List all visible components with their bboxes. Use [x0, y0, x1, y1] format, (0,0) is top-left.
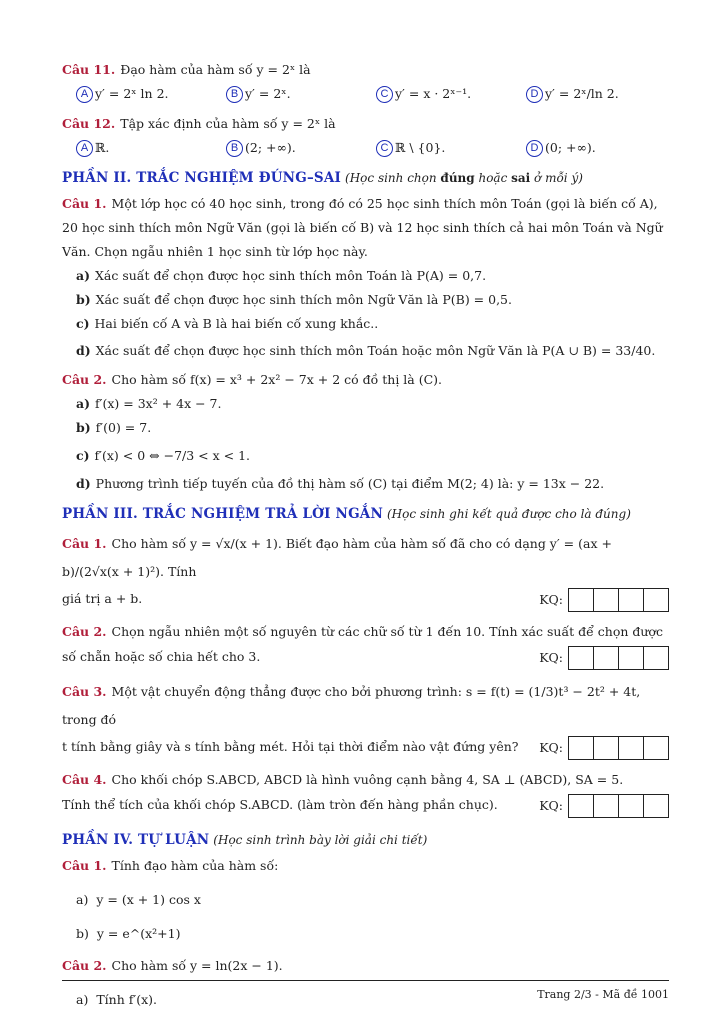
- option-text: y′ = x · 2ˣ⁻¹.: [395, 86, 472, 101]
- tf-item-d[interactable]: [76, 336, 669, 366]
- option-letter: C: [376, 140, 393, 157]
- question-label: Câu 2.: [62, 958, 107, 973]
- option-text: (2; +∞).: [245, 140, 296, 155]
- answer-line-2: [62, 644, 669, 670]
- options-11: [62, 82, 669, 106]
- question-label: Câu 2.: [62, 624, 107, 639]
- tf-item-c[interactable]: [76, 440, 669, 472]
- answer-box[interactable]: [568, 794, 594, 818]
- question-text: Một vật chuyển động thẳng được cho bởi phương trình: s = f(t) = (1/3)t³ − 2t² + 4t, trong đó: [62, 684, 641, 727]
- answer-box[interactable]: [593, 646, 619, 670]
- option-c[interactable]: [376, 82, 471, 106]
- question-label: Câu 3.: [62, 684, 107, 699]
- answer-box[interactable]: [618, 736, 644, 760]
- kq-label: KQ:: [539, 592, 563, 607]
- item-text: f′(x) = 3x² + 4x − 7.: [95, 396, 222, 411]
- short-question-4: [62, 768, 669, 792]
- answer-box-group[interactable]: [539, 645, 669, 671]
- item-letter: b): [76, 926, 89, 941]
- option-letter: A: [76, 86, 93, 103]
- item-letter: a): [76, 268, 91, 283]
- question-12: [62, 112, 669, 136]
- item-letter: c): [76, 316, 90, 331]
- kq-label: KQ:: [539, 650, 563, 665]
- item-text: y = e^(x²+1): [96, 926, 181, 941]
- option-letter: D: [526, 140, 543, 157]
- question-text: giá trị a + b.: [62, 591, 143, 606]
- item-text: f′(x) < 0 ⇔ −7/3 < x < 1.: [94, 448, 250, 463]
- question-text-line: Một lớp học có 40 học sinh, trong đó có 25 học sinh thích môn Toán (gọi là biến cố A),: [111, 196, 658, 211]
- kq-label: KQ:: [539, 798, 563, 813]
- short-question-1: [62, 530, 669, 586]
- question-11: [62, 58, 669, 82]
- question-text: t tính bằng giây và s tính bằng mét. Hỏi tại thời điểm nào vật đứng yên?: [62, 739, 519, 754]
- answer-box[interactable]: [568, 736, 594, 760]
- option-letter: A: [76, 140, 93, 157]
- question-text: Tính thể tích của khối chóp S.ABCD. (làm tròn đến hàng phần chục).: [62, 797, 498, 812]
- question-label: Câu 1.: [62, 858, 107, 873]
- option-d[interactable]: [526, 82, 619, 106]
- question-label: Câu 2.: [62, 372, 107, 387]
- question-label: Câu 1.: [62, 536, 107, 551]
- tf-item-d[interactable]: [76, 472, 669, 496]
- question-text: Tính đạo hàm của hàm số:: [111, 858, 279, 873]
- question-text: Cho hàm số f(x) = x³ + 2x² − 7x + 2 có đồ thị là (C).: [111, 372, 443, 387]
- exam-page: [62, 58, 669, 1012]
- section-title: PHẦN III. TRẮC NGHIỆM TRẢ LỜI NGẮN: [62, 506, 384, 522]
- note-part: ở mỗi ý): [530, 171, 583, 185]
- answer-box[interactable]: [593, 736, 619, 760]
- answer-box[interactable]: [643, 736, 669, 760]
- option-a[interactable]: [76, 82, 169, 106]
- option-text: ℝ \ {0}.: [395, 140, 446, 155]
- question-label: Câu 4.: [62, 772, 107, 787]
- item-text: Hai biến cố A và B là hai biến cố xung khắc..: [94, 316, 379, 331]
- question-label: Câu 12.: [62, 116, 116, 131]
- note-part: hoặc: [474, 171, 512, 185]
- note-part: (Học sinh chọn: [345, 171, 441, 185]
- option-d[interactable]: [526, 136, 596, 160]
- item-letter: a): [76, 992, 89, 1007]
- answer-box[interactable]: [618, 794, 644, 818]
- item-letter: b): [76, 420, 91, 435]
- item-text: y = (x + 1) cos x: [96, 892, 201, 907]
- question-text: Đạo hàm của hàm số y = 2ˣ là: [120, 62, 311, 77]
- option-c[interactable]: [376, 136, 445, 160]
- question-text: số chẵn hoặc số chia hết cho 3.: [62, 649, 261, 664]
- question-text: Cho hàm số y = √x/(x + 1). Biết đạo hàm của hàm số đã cho có dạng y′ = (ax + b)/(2√x(x + 1)²). Tính: [62, 536, 612, 579]
- question-text: Chọn ngẫu nhiên một số nguyên từ các chữ số từ 1 đến 10. Tính xác suất để chọn được: [111, 624, 663, 639]
- essay-question-1: [62, 854, 669, 878]
- short-question-3: [62, 678, 669, 734]
- answer-box-group[interactable]: [539, 735, 669, 761]
- option-a[interactable]: [76, 136, 109, 160]
- item-letter: a): [76, 396, 91, 411]
- tf-item-a[interactable]: [76, 264, 669, 288]
- note-bold: sai: [511, 171, 531, 185]
- item-text: Xác suất để chọn được học sinh thích môn Toán là P(A) = 0,7.: [95, 268, 487, 283]
- section-4-heading: [62, 828, 669, 852]
- option-text: ℝ.: [95, 140, 110, 155]
- option-letter: B: [226, 140, 243, 157]
- page-footer: Trang 2/3 - Mã đề 1001: [62, 980, 669, 1001]
- option-letter: D: [526, 86, 543, 103]
- answer-box[interactable]: [618, 646, 644, 670]
- options-12: [62, 136, 669, 160]
- tf-item-c[interactable]: [76, 312, 669, 336]
- question-text: Tập xác định của hàm số y = 2ˣ là: [120, 116, 336, 131]
- question-text-line: 20 học sinh thích môn Ngữ Văn (gọi là biến cố B) và 12 học sinh thích cả hai môn Toán và Ngữ: [62, 220, 663, 235]
- option-letter: B: [226, 86, 243, 103]
- question-text: Cho hàm số y = ln(2x − 1).: [111, 958, 283, 973]
- option-text: y′ = 2ˣ.: [245, 86, 291, 101]
- question-text: Cho khối chóp S.ABCD, ABCD là hình vuông cạnh bằng 4, SA ⊥ (ABCD), SA = 5.: [111, 772, 624, 787]
- answer-box[interactable]: [643, 646, 669, 670]
- tf-item-b[interactable]: [76, 416, 669, 440]
- short-question-2: [62, 620, 669, 644]
- option-b[interactable]: [226, 82, 291, 106]
- option-letter: C: [376, 86, 393, 103]
- tf-item-b[interactable]: [76, 288, 669, 312]
- answer-box[interactable]: [593, 588, 619, 612]
- item-text: Phương trình tiếp tuyến của đồ thị hàm số (C) tại điểm M(2; 4) là: y = 13x − 22.: [95, 476, 605, 491]
- item-text: Tính f′(x).: [96, 992, 157, 1007]
- section-note: [345, 171, 583, 185]
- item-letter: a): [76, 892, 89, 907]
- answer-box-group[interactable]: [539, 587, 669, 613]
- tf-question-1: [62, 192, 669, 216]
- answer-box[interactable]: [568, 588, 594, 612]
- section-note: (Học sinh ghi kết quả được cho là đúng): [387, 507, 631, 521]
- option-text: y′ = 2ˣ ln 2.: [95, 86, 169, 101]
- section-note: (Học sinh trình bày lời giải chi tiết): [213, 833, 428, 847]
- answer-box[interactable]: [643, 794, 669, 818]
- section-title: PHẦN II. TRẮC NGHIỆM ĐÚNG–SAI: [62, 170, 342, 186]
- item-text: Xác suất để chọn được học sinh thích môn Ngữ Văn là P(B) = 0,5.: [95, 292, 512, 307]
- kq-label: KQ:: [539, 740, 563, 755]
- section-title: PHẦN IV. TỰ LUẬN: [62, 832, 210, 848]
- item-letter: d): [76, 476, 91, 491]
- option-text: (0; +∞).: [545, 140, 596, 155]
- essay-item-b: [76, 922, 669, 946]
- section-3-heading: [62, 502, 669, 526]
- answer-box[interactable]: [593, 794, 619, 818]
- item-letter: b): [76, 292, 91, 307]
- answer-box[interactable]: [643, 588, 669, 612]
- answer-box[interactable]: [618, 588, 644, 612]
- item-letter: d): [76, 343, 91, 358]
- answer-line-4: [62, 792, 669, 818]
- section-2-heading: [62, 166, 669, 190]
- option-text: y′ = 2ˣ/ln 2.: [545, 86, 619, 101]
- question-label: Câu 1.: [62, 196, 107, 211]
- question-text-line: Văn. Chọn ngẫu nhiên 1 học sinh từ lớp học này.: [62, 244, 368, 259]
- answer-line-1: [62, 586, 669, 612]
- tf-question-2: [62, 368, 669, 392]
- answer-line-3: [62, 734, 669, 760]
- question-label: Câu 11.: [62, 62, 116, 77]
- option-b[interactable]: [226, 136, 296, 160]
- item-letter: c): [76, 448, 90, 463]
- note-bold: đúng: [440, 171, 475, 185]
- answer-box-group[interactable]: [539, 793, 669, 819]
- tf-item-a[interactable]: [76, 392, 669, 416]
- essay-question-2: [62, 954, 669, 978]
- item-text: f′(0) = 7.: [95, 420, 152, 435]
- answer-box[interactable]: [568, 646, 594, 670]
- item-text: Xác suất để chọn được học sinh thích môn Toán hoặc môn Ngữ Văn là P(A ∪ B) = 33/40.: [95, 343, 656, 358]
- essay-item-a: [76, 888, 669, 912]
